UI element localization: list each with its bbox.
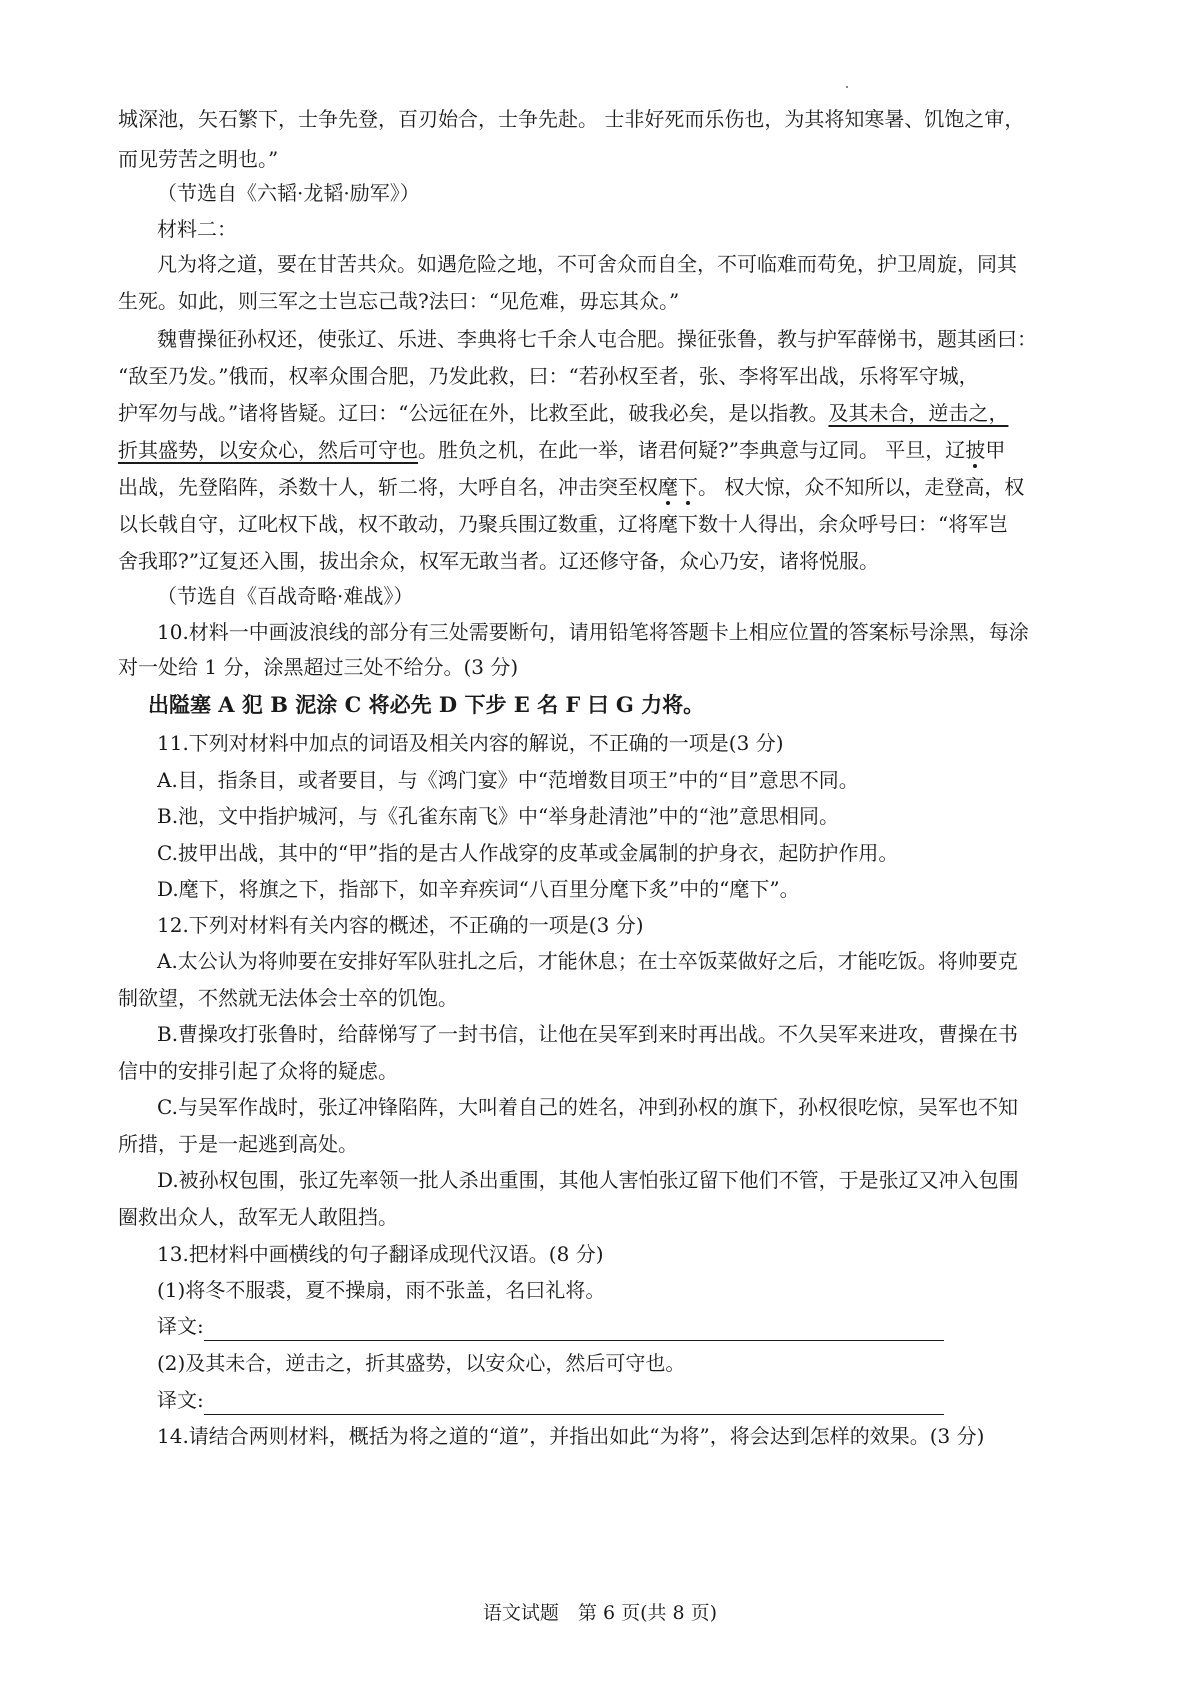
dotted-character: 下 xyxy=(678,475,698,499)
question-13-sentence-2: (2)及其未合，逆击之，折其盛势，以安众心，然后可守也。 xyxy=(157,1351,686,1375)
scan-speck xyxy=(846,86,848,88)
translation-answer-line-1[interactable] xyxy=(204,1340,944,1341)
question-14-stem: 14.请结合两则材料，概括为将之道的“道”，并指出如此“为将”，将会达到怎样的效果。(3 分) xyxy=(157,1424,985,1448)
question-10-sentence: 出隘塞 A 犯 B 泥涂 C 将必先 D 下步 E 名 F 曰 G 力将。 xyxy=(148,692,705,717)
question-12-stem: 12.下列对材料有关内容的概述，不正确的一项是(3 分) xyxy=(157,913,644,937)
plain-text: 。 权大惊，众不知所以，走登高，权 xyxy=(698,475,1025,499)
material2-paragraph-line: 生死。如此，则三军之士岂忘己哉?法曰：“见危难，毋忘其众。” xyxy=(118,289,680,313)
translation-label: 译文: xyxy=(157,1388,204,1412)
material2-paragraph-line: 魏曹操征孙权还，使张辽、乐进、李典将七千余人屯合肥。操征张鲁，教与护军薛悌书，题其函曰： xyxy=(157,327,1037,351)
material2-paragraph-line: “敌至乃发。”俄而，权率众围合肥，乃发此救，曰：“若孙权至者，张、李将军出战，乐将军守城， xyxy=(118,364,979,388)
material1-text-line: 城深池，矢石繁下，士争先登，百刃始合，士争先赴。 士非好死而乐伤也，为其将知寒暑、饥饱之审， xyxy=(118,107,1025,131)
material1-text-line: 而见劳苦之明也。” xyxy=(118,147,279,171)
question-12-option-b: B.曹操攻打张鲁时，给薛悌写了一封书信，让他在吴军到来时再出战。不久吴军来进攻，曹操在书 xyxy=(157,1022,1019,1046)
page-footer: 语文试题 第 6 页(共 8 页) xyxy=(482,1602,718,1624)
question-12-option-c: 所措，于是一起逃到高处。 xyxy=(118,1132,358,1156)
question-12-option-d: D.被孙权包围，张辽先率领一批人杀出重围，其他人害怕张辽留下他们不管，于是张辽又冲入包围 xyxy=(157,1168,1019,1192)
question-12-option-d: 圈救出众人，敌军无人敢阻挡。 xyxy=(118,1205,398,1229)
question-10-stem: 10.材料一中画波浪线的部分有三处需要断句，请用铅笔将答题卡上相应位置的答案标号涂黑，每涂 xyxy=(157,620,1029,644)
underlined-sentence: 及其未合，逆击之， xyxy=(828,401,1009,425)
material1-source: （节选自《六韬·龙韬·励军》） xyxy=(157,181,420,205)
material2-paragraph-line xyxy=(118,400,1008,426)
material2-paragraph-line: 舍我耶?”辽复还入围，拔出余众，权军无敢当者。辽还修守备，众心乃安，诸将悦服。 xyxy=(118,549,879,573)
dotted-character: 麾 xyxy=(658,475,678,499)
plain-text: 。胜负之机，在此一举，诸君何疑?”李典意与辽同。 平旦，辽 xyxy=(418,438,966,462)
material2-paragraph-line: 凡为将之道，要在甘苦共众。如遇危险之地，不可舍众而自全，不可临难而苟免，护卫周旋，同其 xyxy=(157,252,1017,276)
question-12-option-a: 制欲望，不然就无法体会士卒的饥饱。 xyxy=(118,986,458,1010)
underlined-sentence: 折其盛势，以安众心，然后可守也 xyxy=(118,438,418,462)
question-11-option-b: B.池，文中指护城河，与《孔雀东南飞》中“举身赴清池”中的“池”意思相同。 xyxy=(157,804,839,828)
question-13-sentence-1: (1)将冬不服裘，夏不操扇，雨不张盖，名曰礼将。 xyxy=(157,1278,606,1302)
material2-source: （节选自《百战奇略·难战》） xyxy=(157,584,414,608)
plain-text: 甲 xyxy=(985,438,1006,462)
question-11-option-c: C.披甲出战，其中的“甲”指的是古人作战穿的皮革或金属制的护身衣，起防护作用。 xyxy=(157,841,899,865)
question-12-option-a: A.太公认为将帅要在安排好军队驻扎之后，才能休息；在士卒饭菜做好之后，才能吃饭。将帅要克 xyxy=(157,949,1018,973)
question-13-stem: 13.把材料中画横线的句子翻译成现代汉语。(8 分) xyxy=(157,1242,604,1266)
question-11-stem: 11.下列对材料中加点的词语及相关内容的解说，不正确的一项是(3 分) xyxy=(157,731,784,755)
question-12-option-c: C.与吴军作战时，张辽冲锋陷阵，大叫着自己的姓名，冲到孙权的旗下，孙权很吃惊，吴军也不知 xyxy=(157,1095,1018,1119)
dotted-character: 披 xyxy=(965,438,986,462)
question-10-stem: 对一处给 1 分，涂黑超过三处不给分。(3 分) xyxy=(118,655,519,679)
material2-paragraph-line xyxy=(118,437,1005,463)
question-12-option-b: 信中的安排引起了众将的疑虑。 xyxy=(118,1059,398,1083)
question-11-option-a: A.目，指条目，或者要目，与《鸿门宴》中“范增数目项王”中的“目”意思不同。 xyxy=(157,768,859,792)
question-11-option-d: D.麾下，将旗之下，指部下，如辛弃疾词“八百里分麾下炙”中的“麾下”。 xyxy=(157,877,800,901)
plain-text: 出战，先登陷阵，杀数十人，斩二将，大呼自名，冲击突至权 xyxy=(118,475,658,499)
translation-label: 译文: xyxy=(157,1314,204,1338)
material2-paragraph-line xyxy=(118,474,1024,500)
translation-answer-line-2[interactable] xyxy=(204,1414,944,1415)
material2-paragraph-line: 以长戟自守，辽叱权下战，权不敢动，乃聚兵围辽数重，辽将麾下数十人得出，余众呼号曰：“将军岂 xyxy=(118,512,1009,536)
plain-text: 护军勿与战。”诸将皆疑。辽曰：“公远征在外，比救至此，破我必矣，是以指教。 xyxy=(118,401,829,425)
material2-heading: 材料二： xyxy=(157,217,237,241)
